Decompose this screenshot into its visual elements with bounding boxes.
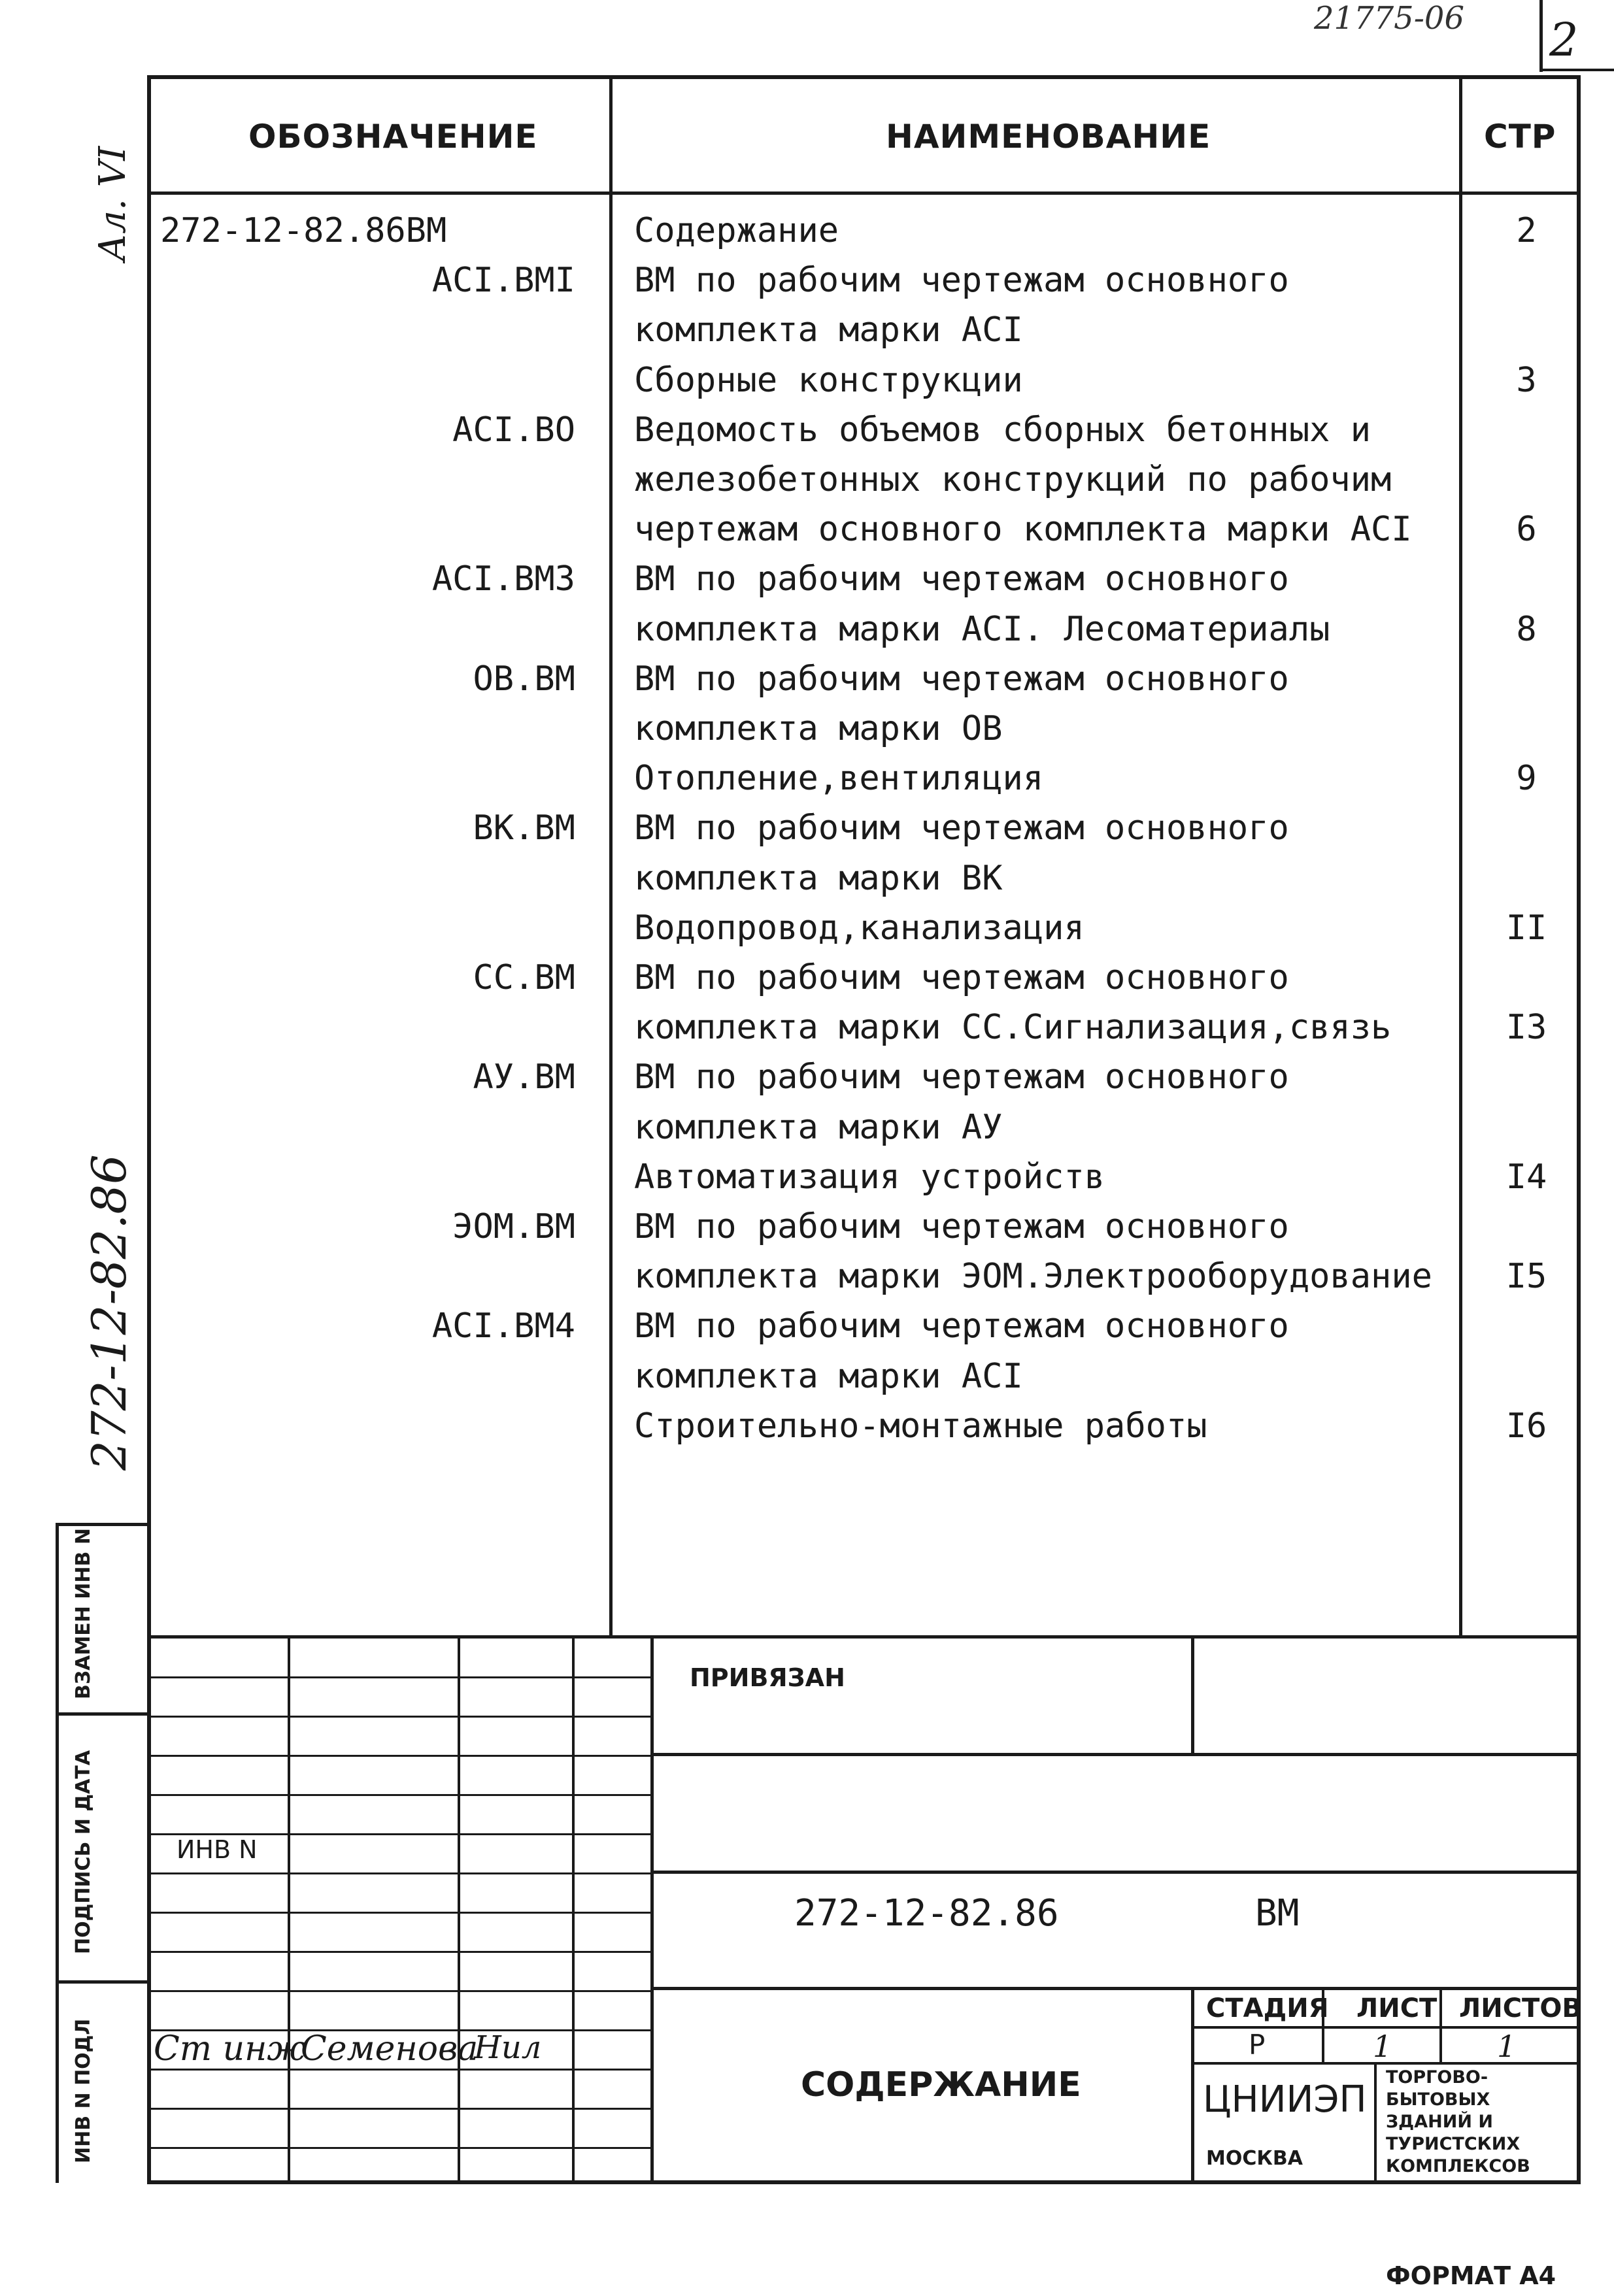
row-name: Автоматизация устройств xyxy=(634,1157,1105,1197)
sheets-value: 1 xyxy=(1497,2029,1517,2064)
title-doc-number: 272-12-82.86 xyxy=(794,1892,1059,1935)
album-mark: Ал. VI xyxy=(92,146,134,261)
row-page: 8 xyxy=(1516,610,1537,649)
org-name: ЦНИИЭП xyxy=(1203,2078,1367,2121)
row-page: II xyxy=(1505,908,1547,948)
row-name: комплекта марки АУ xyxy=(634,1108,1003,1147)
tb-sig-row-6 xyxy=(147,1872,652,1874)
tb-sig-col-3 xyxy=(572,1635,575,2184)
tb-sig-row-4 xyxy=(147,1794,652,1796)
tb-sig-row-3 xyxy=(147,1755,652,1757)
row-code: АСI.ВМI xyxy=(431,261,575,300)
signature-name: Семенова xyxy=(301,2029,479,2069)
row-page: I5 xyxy=(1505,1257,1547,1296)
vertical-doc-number: 272-12-82.86 xyxy=(82,1154,137,1471)
row-name: железобетонных конструкций по рабочим xyxy=(634,460,1392,499)
row-code: ЭОМ.ВМ xyxy=(452,1207,575,1246)
corner-box-left xyxy=(1539,0,1543,72)
row-name: комплекта марки СС.Сигнализация,связь xyxy=(634,1008,1392,1047)
row-page: I6 xyxy=(1505,1406,1547,1446)
org-desc-line-4: ТУРИСТСКИХ xyxy=(1386,2134,1521,2154)
row-code: АСI.ВМ4 xyxy=(431,1306,575,1346)
sheet-value: 1 xyxy=(1373,2029,1392,2064)
sheet-number: 2 xyxy=(1549,13,1579,67)
row-page: I3 xyxy=(1505,1008,1547,1047)
row-name: комплекта марки АСI xyxy=(634,1357,1023,1396)
header-name: НАИМЕНОВАНИЕ xyxy=(886,118,1211,156)
row-name: ВМ по рабочим чертежам основного xyxy=(634,559,1289,599)
row-name: ВМ по рабочим чертежам основного xyxy=(634,1207,1289,1246)
signature-role: Ст инж xyxy=(154,2029,306,2069)
inv-label: ИНВ N xyxy=(177,1835,258,1864)
row-code: АУ.ВМ xyxy=(473,1057,575,1097)
tb-sig-row-11 xyxy=(147,2069,652,2071)
row-name: чертежам основного комплекта марки АСI xyxy=(634,510,1412,549)
header-designation: ОБОЗНАЧЕНИЕ xyxy=(248,118,538,156)
row-name: ВМ по рабочим чертежам основного xyxy=(634,1057,1289,1097)
stamp-label-inv-original: ИНВ N ПОДЛ xyxy=(72,2018,95,2163)
row-name: Отопление,вентиляция xyxy=(634,759,1044,798)
tb-sig-row-9 xyxy=(147,1990,652,1992)
org-desc xyxy=(1386,2067,1530,2178)
row-code: АСI.ВМ3 xyxy=(431,559,575,599)
document-title: СОДЕРЖАНИЕ xyxy=(801,2065,1081,2105)
sheets-label: ЛИСТОВ xyxy=(1459,1993,1582,2023)
stamp-label-replaced-inv: ВЗАМЕН ИНВ N xyxy=(72,1528,95,1699)
row-code: СС.ВМ xyxy=(473,958,575,997)
stamp-top xyxy=(56,1523,150,1526)
row-name: комплекта марки ОВ xyxy=(634,709,1003,748)
stamp-col-left xyxy=(56,1523,59,2183)
row-page: 2 xyxy=(1516,211,1537,250)
tb-org-split xyxy=(1374,2062,1377,2183)
stamp-div-2 xyxy=(56,1980,150,1984)
org-city: МОСКВА xyxy=(1206,2147,1303,2170)
tb-bound-split xyxy=(1191,1635,1194,1756)
stamp-div-1 xyxy=(56,1712,150,1716)
format-label: ФОРМАТ А4 xyxy=(1386,2261,1556,2290)
header-rule xyxy=(147,191,1581,195)
tb-sig-row-13 xyxy=(147,2147,652,2149)
org-desc-line-3: ЗДАНИЙ И xyxy=(1386,2112,1493,2132)
row-name: Сборные конструкции xyxy=(634,361,1023,400)
stage-label: СТАДИЯ xyxy=(1206,1993,1329,2023)
org-desc-line-1: ТОРГОВО- xyxy=(1386,2067,1488,2088)
row-page: I4 xyxy=(1505,1157,1547,1197)
row-page: 3 xyxy=(1516,361,1537,400)
row-name: комплекта марки ЭОМ.Электрооборудование xyxy=(634,1257,1432,1296)
stage-value: Р xyxy=(1249,2029,1266,2061)
org-desc-line-2: БЫТОВЫХ xyxy=(1386,2089,1490,2110)
tb-sig-row-8 xyxy=(147,1951,652,1953)
title-doc-mark: ВМ xyxy=(1255,1892,1300,1935)
row-page: 9 xyxy=(1516,759,1537,798)
tb-top xyxy=(147,1635,1581,1639)
row-code: АСI.ВО xyxy=(452,410,575,450)
row-name: ВМ по рабочим чертежам основного xyxy=(634,659,1289,699)
row-name: Строительно-монтажные работы xyxy=(634,1406,1207,1446)
row-name: Водопровод,канализация xyxy=(634,908,1084,948)
frame-bottom xyxy=(147,2180,1581,2184)
tb-stage-left xyxy=(1191,1987,1194,2184)
corner-box-bottom xyxy=(1539,69,1614,71)
row-name: Ведомость объемов сборных бетонных и xyxy=(634,410,1371,450)
row-name: комплекта марки ВК xyxy=(634,859,1003,898)
row-page: 6 xyxy=(1516,510,1537,549)
tb-left-col-split xyxy=(650,1635,654,2184)
org-desc-line-5: КОМПЛЕКСОВ xyxy=(1386,2156,1530,2176)
tb-docnum-top xyxy=(650,1871,1581,1874)
row-name: комплекта марки АСI. Лесоматериалы xyxy=(634,610,1330,649)
tb-sig-col-2 xyxy=(458,1635,460,2184)
sheet-label: ЛИСТ xyxy=(1356,1993,1437,2023)
row-code: ОВ.ВМ xyxy=(473,659,575,699)
row-code: ВК.ВМ xyxy=(473,808,575,848)
col-divider-1 xyxy=(609,75,613,1637)
row-name: ВМ по рабочим чертежам основного xyxy=(634,808,1289,848)
col-divider-2 xyxy=(1459,75,1462,1637)
tb-sig-row-12 xyxy=(147,2108,652,2110)
tb-sig-row-2 xyxy=(147,1716,652,1718)
tb-sig-col-1 xyxy=(288,1635,290,2184)
handwritten-archive-number: 21775-06 xyxy=(1314,0,1464,37)
row-code: 272-12-82.86ВМ xyxy=(160,211,447,250)
tb-stage-col-2 xyxy=(1439,1987,1442,2064)
row-name: ВМ по рабочим чертежам основного xyxy=(634,261,1289,300)
bound-label: ПРИВЯЗАН xyxy=(690,1663,845,1692)
row-name: ВМ по рабочим чертежам основного xyxy=(634,1306,1289,1346)
header-page: СТР xyxy=(1484,118,1556,156)
row-name: комплекта марки АСI xyxy=(634,310,1023,350)
frame-top xyxy=(147,75,1579,79)
tb-sig-row-1 xyxy=(147,1676,652,1678)
row-name: ВМ по рабочим чертежам основного xyxy=(634,958,1289,997)
tb-bound-bottom xyxy=(650,1753,1581,1756)
signature-mark: Нил xyxy=(474,2029,542,2066)
row-name: Содержание xyxy=(634,211,839,250)
stamp-label-signature-date: ПОДПИСЬ И ДАТА xyxy=(72,1750,95,1954)
tb-sig-row-7 xyxy=(147,1912,652,1914)
frame-left xyxy=(147,75,151,2183)
